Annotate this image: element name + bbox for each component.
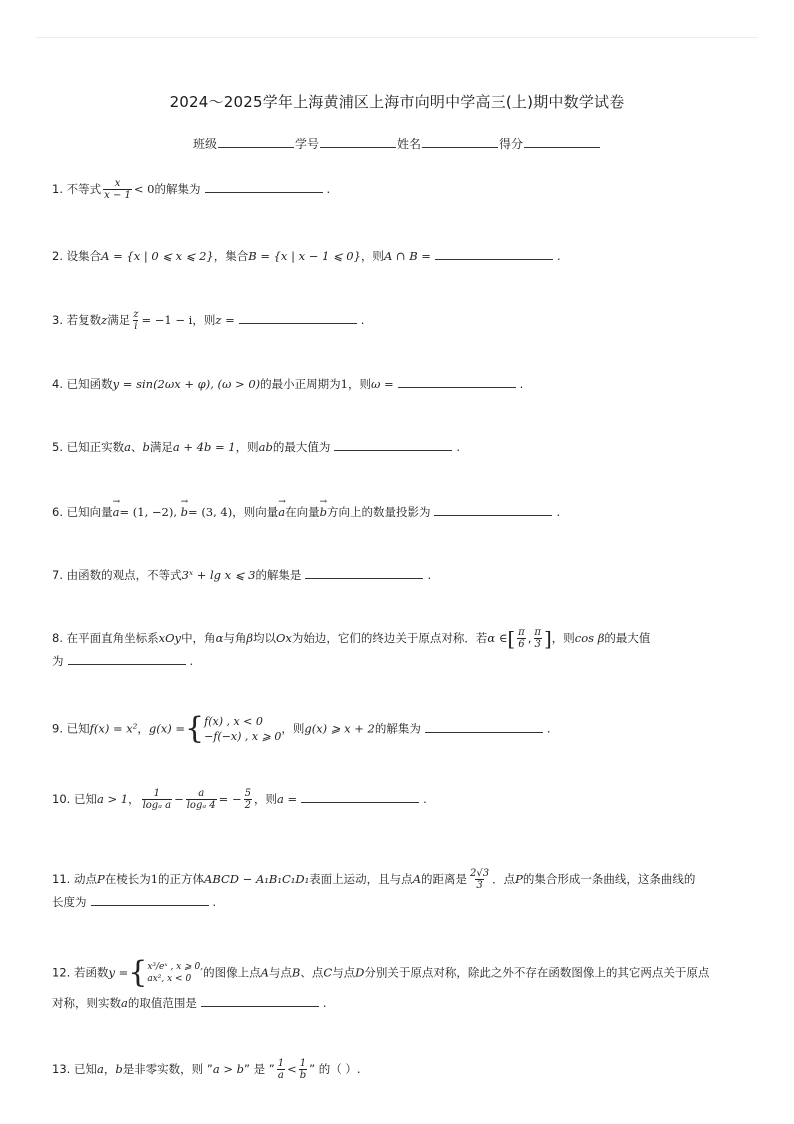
question-12: 12. 若函数y = { x³/eˣ , x ⩾ 0, ax², x < 0 的图像上点A与点B、点C与点D分别关于原点对称，除此之外不存在函数图像上的其它两点关于原点 xyxy=(52,955,710,990)
answer-blank[interactable] xyxy=(91,894,209,906)
answer-blank[interactable] xyxy=(68,653,186,665)
class-blank[interactable] xyxy=(218,137,294,148)
id-label: 学号 xyxy=(294,137,319,151)
answer-blank[interactable] xyxy=(239,312,357,324)
id-blank[interactable] xyxy=(320,137,396,148)
score-blank[interactable] xyxy=(524,137,600,148)
question-8: 8. 在平面直角坐标系xOy中，角α与角β均以Ox为始边，它们的终边关于原点对称．若α ∈[ $\frac{\pi}{6}$ , $\frac{\pi}{3}$ ]，则cos β的最大值 xyxy=(52,626,651,651)
answer-blank[interactable] xyxy=(305,567,423,579)
answer-blank[interactable] xyxy=(334,439,452,451)
piecewise: { x³/eˣ , x ⩾ 0, ax², x < 0 xyxy=(128,955,204,990)
question-11-line2: 长度为 . xyxy=(52,895,217,909)
answer-blank[interactable] xyxy=(398,376,516,388)
class-label: 班级 xyxy=(192,137,217,151)
question-9: 9. 已知f(x) = x²，g(x) = { f(x) , x < 0 −f(−x) , x ⩾ 0 ，则g(x) ⩾ x + 2的解集为 . xyxy=(52,711,551,746)
score-label: 得分 xyxy=(499,137,524,151)
question-12-line2: 对称，则实数a的取值范围是 . xyxy=(52,996,327,1010)
question-2: 2. 设集合A = {x | 0 ⩽ x ⩽ 2}，集合B = {x | x − 1 ⩽ 0}，则A ∩ B = . xyxy=(52,249,561,263)
question-7: 7. 由函数的观点，不等式3ˣ + lg x ⩽ 3的解集是 . xyxy=(52,568,432,582)
answer-blank[interactable] xyxy=(425,721,543,733)
question-5: 5. 已知正实数a、b满足a + 4b = 1，则ab的最大值为 . xyxy=(52,440,460,454)
answer-blank[interactable] xyxy=(301,791,419,803)
question-10: 10. 已知a > 1， $\frac{1}{\text{logₐ a}}$ − $\frac{a}{\text{logₐ 4}}$ = − $\frac{5}{2}$ ，则a = . xyxy=(52,788,427,811)
fraction: $\frac{x}{x - 1}$ xyxy=(104,178,131,201)
question-8-line2: 为 . xyxy=(52,654,194,668)
piecewise: { f(x) , x < 0 −f(−x) , x ⩾ 0 xyxy=(185,711,282,746)
student-info-row xyxy=(0,135,794,152)
top-divider xyxy=(36,37,758,38)
answer-blank[interactable] xyxy=(201,995,319,1007)
answer-blank[interactable] xyxy=(435,248,553,260)
question-11: 11. 动点P在棱长为1的正方体ABCD − A₁B₁C₁D₁表面上运动，且与点A的距离是 $\frac{2√3}{3}$ ．点P的集合形成一条曲线，这条曲线的 xyxy=(52,868,696,891)
question-1: 1. 不等式 $\frac{x}{x - 1}$ < 0的解集为 . xyxy=(52,178,331,201)
question-4: 4. 已知函数y = sin(2ωx + φ), (ω > 0)的最小正周期为1，则ω = . xyxy=(52,377,524,391)
question-13: 13. 已知a，b是非零实数，则 ”a > b” 是 ” $\frac{1}{a}$ < $\frac{1}{b}$ ” 的（ ）. xyxy=(52,1058,361,1081)
name-label: 姓名 xyxy=(397,137,422,151)
question-6: 6. 已知向量→ a= (1, −2), → b= (3, 4)，则向量→ a在向量→ b方向上的数量投影为 . xyxy=(52,503,560,521)
answer-blank[interactable] xyxy=(205,181,323,193)
answer-blank[interactable] xyxy=(434,504,552,516)
question-3: 3. 若复数z满足 $\frac{z}{i}$ = −1 − i，则z = . xyxy=(52,309,365,332)
name-blank[interactable] xyxy=(422,137,498,148)
fraction: $\frac{z}{i}$ xyxy=(133,309,139,332)
page-title: 2024～2025学年上海黄浦区上海市向明中学高三(上)期中数学试卷 xyxy=(169,93,625,111)
